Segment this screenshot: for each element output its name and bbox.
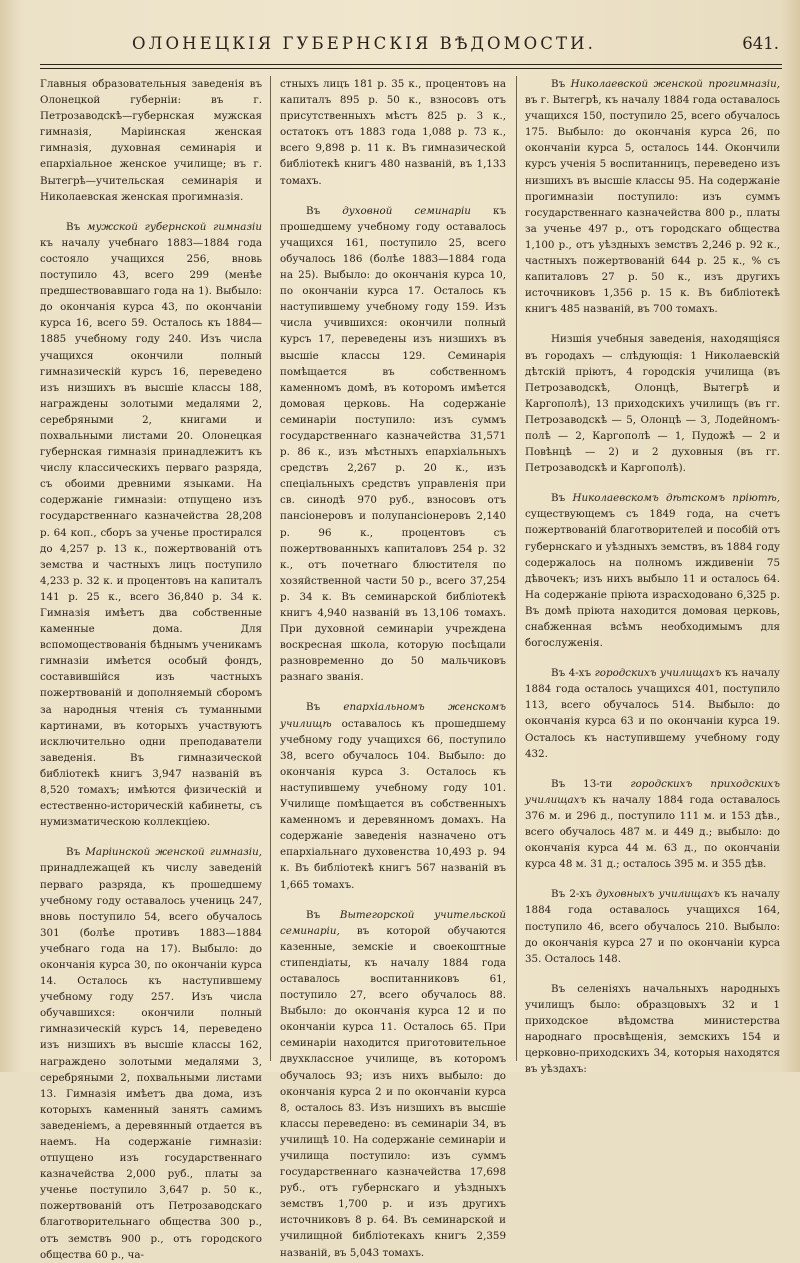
paragraph-village-schools: Въ селеніяхъ начальныхъ народныхъ училищъ было: образцовыхъ 32 и 1 приходское вѣдомства министерства народнаго просвѣщенія, земскихъ 154 и церковно-приходскихъ 34, которыя находятся въ уѣздахъ:: [525, 982, 780, 1076]
header-rule-thin: [40, 68, 782, 69]
paragraph-mariinsky-continued: стныхъ лицъ 181 р. 35 к., процентовъ на капиталъ 895 р. 50 к., взносовъ отъ присутственныхъ мѣстъ 825 р. 3 к., остатокъ отъ 1883 года 1,088 р. 73 к., всего 9,898 р. 11 к. Въ гимназической библіотекѣ книгъ 480 названій, въ 1,133 томахъ.: [280, 78, 506, 187]
newspaper-title: ОЛОНЕЦКІЯ ГУБЕРНСКІЯ ВѢДОМОСТИ.: [132, 34, 596, 53]
paragraph-parish-schools: Въ 13-ти городскихъ приходскихъ училищахъ къ началу 1884 года оставалось 376 м. и 296 д., поступило 111 м. и 153 дѣв., всего обучалось 487 м. и 449 д.; выбыло: до окончанія курса 44 м. 63 д., по окончаніи курса 48 м. 31 д.; осталось 395 м. и 355 дѣв.: [525, 777, 780, 871]
paragraph-lower-schools: Низшія учебныя заведенія, находящіяся въ городахъ — слѣдующія: 1 Николаевскій дѣтскій пріютъ, 4 городскія училища (въ Петрозаводскѣ, Олонцѣ, Вытегрѣ и Каргополѣ), 13 приходскихъ училищъ (въ гг. Петрозаводскѣ — 5, Олонцѣ — 3, Лодейномъ-полѣ — 2, Каргополѣ — 1, Пудожѣ — 2 и Повѣнцѣ — 2) и 2 духовныя (въ гг. Петрозаводскѣ и Каргополѣ).: [525, 333, 780, 475]
column-middle: [280, 76, 506, 1259]
paragraph-religious-schools: Въ 2-хъ духовныхъ училищахъ къ началу 1884 года оставалось учащихся 164, поступило 46, всего обучалось 210. Выбыло: до окончанія курса 27 и по окончаніи курса 35. Осталось 148.: [525, 888, 780, 965]
header-rule-thick: [40, 64, 782, 65]
paragraph-orphanage: Въ Николаевскомъ дѣтскомъ пріютѣ, существующемъ съ 1849 года, на счетъ пожертвованій благотворителей и пособій отъ губернскаго и уѣздныхъ земствъ, въ 1884 году содержалось на полномъ иждивеніи 75 дѣвочекъ; изъ нихъ выбыло 11 и осталось 64. На содержаніе пріюта израсходовано 6,325 р. Въ домѣ пріюта находится домовая церковь, снабженная всѣмъ необходимымъ для богослуженія.: [525, 492, 780, 650]
page-number: 641.: [742, 34, 779, 53]
paragraph-institutions-overview: Главныя образовательныя заведенія въ Олонецкой губерніи: въ г. Петрозаводскѣ—губернская мужская гимназія, Маріинская женская гимназія, духовная семинарія и епархіальное женское училище; въ г. Вытегрѣ—учительская семинарія и Николаевская женская прогимназія.: [40, 78, 262, 203]
paragraph-seminary: Въ духовной семинаріи къ прошедшему учебному году оставалось учащихся 161, поступило 25, всего обучалось 186 (болѣе 1883—1884 года на 25). Выбыло: до окончанія курса 10, по окончаніи курса 17. Осталось къ наступившему учебному году 159. Изъ числа учившихся: окончили полный курсъ 17, переведены изъ низшихъ въ высшіе классы 129. Семинарія помѣщается въ собственномъ каменномъ домѣ, въ которомъ имѣется домовая церковь. На содержаніе семинаріи поступило: изъ суммъ государственнаго казначейства 31,571 р. 86 к., изъ мѣстныхъ епархіальныхъ средствъ 2,267 р. 20 к., изъ спеціальныхъ средствъ управленія при св. синодѣ 970 руб., взносовъ отъ пансіонеровъ и полупансіонеровъ 2,140 р. 96 к., процентовъ съ пожертвованныхъ капиталовъ 254 р. 32 к., отъ почетнаго блюстителя по хозяйственной части 50 р., всего 37,254 р. 34 к. Въ семинарской библіотекѣ книгъ 4,940 названій въ 13,106 томахъ. При духовной семинаріи учреждена воскресная школа, которую посѣщали разновременно до 50 мальчиковъ разнаго званія.: [280, 204, 506, 684]
page-header: [40, 30, 785, 64]
paragraph-nikolaev-progymnasium: Въ Николаевской женской прогимназіи, въ г. Вытегрѣ, къ началу 1884 года оставалось учащихся 150, поступило 25, всего обучалось 175. Выбыло: до окончанія курса 26, по окончаніи курса 5, осталось 144. Окончили курсъ ученія 5 воспитанницъ, переведено изъ низшихъ въ высшіе классы 95. На содержаніе прогимназіи поступило: изъ суммъ государственнаго казначейства 800 р., платы за ученье 497 р., отъ городскаго общества 1,100 р., отъ уѣздныхъ земствъ 2,246 р. 92 к., частныхъ пожертвованій 644 р. 25 к., % съ капиталовъ 27 р. 50 к., изъ другихъ источниковъ 1,356 р. 15 к. Въ библіотекѣ книгъ 485 названій, въ 700 томахъ.: [525, 78, 780, 316]
paragraph-mariinsky-gymnasium: Въ Маріинской женской гимназіи, принадлежащей къ числу заведеній перваго разряда, къ прошедшему учебному году оставалось учениць 247, вновь поступило 54, всего обучалось 301 (болѣе противъ 1883—1884 учебнаго года на 17). Выбыло: до окончанія курса 30, по окончаніи курса 14. Осталось къ наступившему учебному году 257. Изъ числа обучавшихся: окончили полный гимназическій курсъ 14, переведено изъ низшихъ въ высшіе классы 162, награждено золотыми медалями 3, серебряными 2, похвальными листами 13. Гимназія имѣетъ два дома, изъ которыхъ каменный занятъ самимъ заведеніемъ, а деревянный отдается въ наемъ. На содержаніе гимназіи: отпущено изъ государственнаго казначейства 2,000 руб., платы за ученье поступило 3,647 р. 50 к., пожертвованій отъ Петрозаводскаго благотворительнаго общества 300 р., отъ земствъ 900 р., отъ городского общества 60 р., ча-: [40, 846, 262, 1261]
paragraph-city-schools: Въ 4-хъ городскихъ училищахъ къ началу 1884 года осталось учащихся 401, поступило 113, всего обучалось 514. Выбыло: до окончанія курса 63 и по окончаніи курса 19. Осталось къ наступившему учебному году 432.: [525, 667, 780, 760]
paragraph-vytegra-seminary: Въ Вытегорской учительской семинаріи, въ которой обучаются казенные, земскіе и своекоштные стипендіаты, къ началу 1884 года оставалось воспитанниковъ 61, поступило 27, всего обучалось 88. Выбыло: до окончанія курса 12 и по окончаніи курса 11. Осталось 65. При семинаріи находится приготовительное двухклассное училище, въ которомъ обучалось 93; изъ нихъ выбыло: до окончанія курса 2 и по окончаніи курса 8, осталось 83. Изъ низшихъ въ высшіе классы переведено: въ семинаріи 34, въ училищѣ 10. На содержаніе семинаріи и училища поступило: изъ суммъ государственнаго казначейства 17,698 руб., отъ губернскаго и уѣздныхъ земствъ 1,700 р. и изъ другихъ источниковъ 8 р. 64. Въ семинарской и училищной библіотекахъ книгъ 2,359 названій, въ 5,043 томахъ.: [280, 908, 506, 1259]
paragraph-mens-gymnasium: Въ мужской губернской гимназіи къ началу учебнаго 1883—1884 года состояло учащихся 256, вновь поступило 43, всего 299 (менѣе предшествовавшаго года на 1). Выбыло: до окончанія курса 43, по окончаніи курса 16, всего 59. Осталось къ 1884—1885 учебному году 240. Изъ числа учащихся окончили полный гимназическій курсъ 16, переведено изъ низшихъ въ высшіе классы 188, награждены золотыми медалями 2, серебряными 2, книгами и похвальными листами 20. Олонецкая губернская гимназія принадлежитъ къ числу классическихъ перваго разряда, съ обоими древними языками. На содержаніе гимназіи: отпущено изъ государственнаго казначейства 28,208 р. 64 коп., сборъ за ученье простирался до 4,257 р. 13 к., пожертвованій отъ земства и частныхъ лицъ поступило 4,233 р. 32 к. и процентовъ на капиталъ 141 р. 25 к., всего 36,840 р. 34 к. Гимназія имѣетъ два собственные каменные дома. Для вспомоществованія бѣднымъ ученикамъ гимназіи имѣется особый фондъ, составившійся изъ частныхъ пожертвованій и дополняемый сборомъ за народныя чтенія съ туманными картинами, въ которыхъ участвуютъ исключительно одни преподаватели заведенія. Въ гимназической библіотекѣ книгъ 3,947 названій въ 8,520 томахъ; имѣются физическій и естественно-историческій кабинеты, съ нумизматическою коллекціею.: [40, 220, 262, 829]
paragraph-diocesan-school: Въ епархіальномъ женскомъ училищѣ оставалось къ прошедшему учебному году учащихся 66, поступило 38, всего обучалось 104. Выбыло: до окончанія курса 3. Осталось къ наступившему учебному году 101. Училище помѣщается въ собственныхъ каменномъ и деревянномъ домахъ. На содержаніе заведенія назначено отъ епархіальнаго духовенства 10,493 р. 94 к. Въ библіотекѣ книгъ 567 названій въ 1,665 томахъ.: [280, 701, 506, 891]
column-divider-right: [516, 76, 517, 1061]
column-left: [40, 76, 262, 1261]
column-divider-left: [270, 76, 271, 1061]
column-right: [525, 76, 780, 1076]
